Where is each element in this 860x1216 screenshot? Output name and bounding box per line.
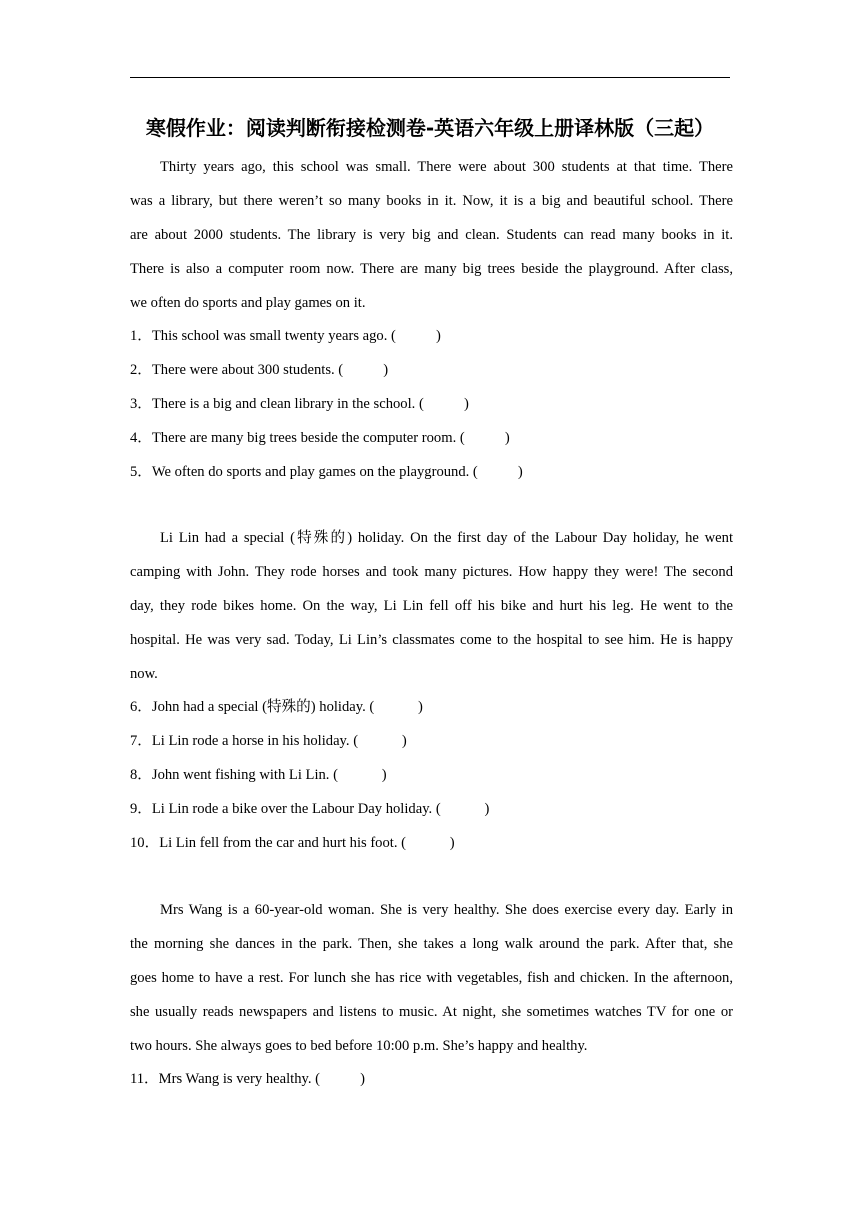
question-7: 7．Li Lin rode a horse in his holiday. ( )	[130, 733, 407, 749]
passage-line: Li Lin had a special (特殊的) holiday. On the first day of the Labour Day holiday, he went	[160, 530, 733, 546]
passage-line: Mrs Wang is a 60-year-old woman. She is very healthy. She does exercise every day. Early in	[160, 902, 733, 918]
passage-line: There is also a computer room now. There are many big trees beside the playground. After class,	[130, 261, 733, 277]
passage-line: we often do sports and play games on it.	[130, 295, 366, 311]
passage-line: camping with John. They rode horses and took many pictures. How happy they were! The second	[130, 564, 733, 580]
question-2: 2．There were about 300 students. ( )	[130, 362, 389, 378]
passage-line: Thirty years ago, this school was small. There were about 300 students at that time. There	[160, 159, 733, 175]
passage-1	[130, 150, 733, 320]
question-10: 10．Li Lin fell from the car and hurt his foot. ( )	[130, 835, 455, 851]
header-rule	[130, 77, 730, 78]
passage-line: two hours. She always goes to bed before 10:00 p.m. She’s happy and healthy.	[130, 1038, 588, 1054]
question-8: 8．John went fishing with Li Lin. ( )	[130, 767, 387, 783]
passage-line: goes home to have a rest. For lunch she has rice with vegetables, fish and chicken. In the afternoon,	[130, 970, 733, 986]
passage-line: was a library, but there weren’t so many books in it. Now, it is a big and beautiful school. There	[130, 193, 733, 209]
passage-3	[130, 893, 733, 1063]
question-3: 3．There is a big and clean library in the school. ( )	[130, 396, 469, 412]
question-1: 1．This school was small twenty years ago. ( )	[130, 328, 441, 344]
passage-line: she usually reads newspapers and listens to music. At night, she sometimes watches TV for one or	[130, 1004, 733, 1020]
passage-line: now.	[130, 666, 158, 682]
passage-line: the morning she dances in the park. Then, she takes a long walk around the park. After that, she	[130, 936, 733, 952]
question-11: 11．Mrs Wang is very healthy. ( )	[130, 1071, 365, 1087]
passage-line: are about 2000 students. The library is very big and clean. Students can read many books in it.	[130, 227, 733, 243]
passage-line: day, they rode bikes home. On the way, Li Lin fell off his bike and hurt his leg. He went to the	[130, 598, 733, 614]
passage-line: hospital. He was very sad. Today, Li Lin’s classmates come to the hospital to see him. He is happy	[130, 632, 733, 648]
passage-2	[130, 521, 733, 691]
question-4: 4．There are many big trees beside the computer room. ( )	[130, 430, 510, 446]
page-title: 寒假作业：阅读判断衔接检测卷-英语六年级上册译林版（三起）	[145, 116, 715, 140]
question-6: 6．John had a special (特殊的) holiday. ( )	[130, 699, 423, 715]
question-9: 9．Li Lin rode a bike over the Labour Day holiday. ( )	[130, 801, 490, 817]
question-5: 5．We often do sports and play games on the playground. ( )	[130, 464, 523, 480]
